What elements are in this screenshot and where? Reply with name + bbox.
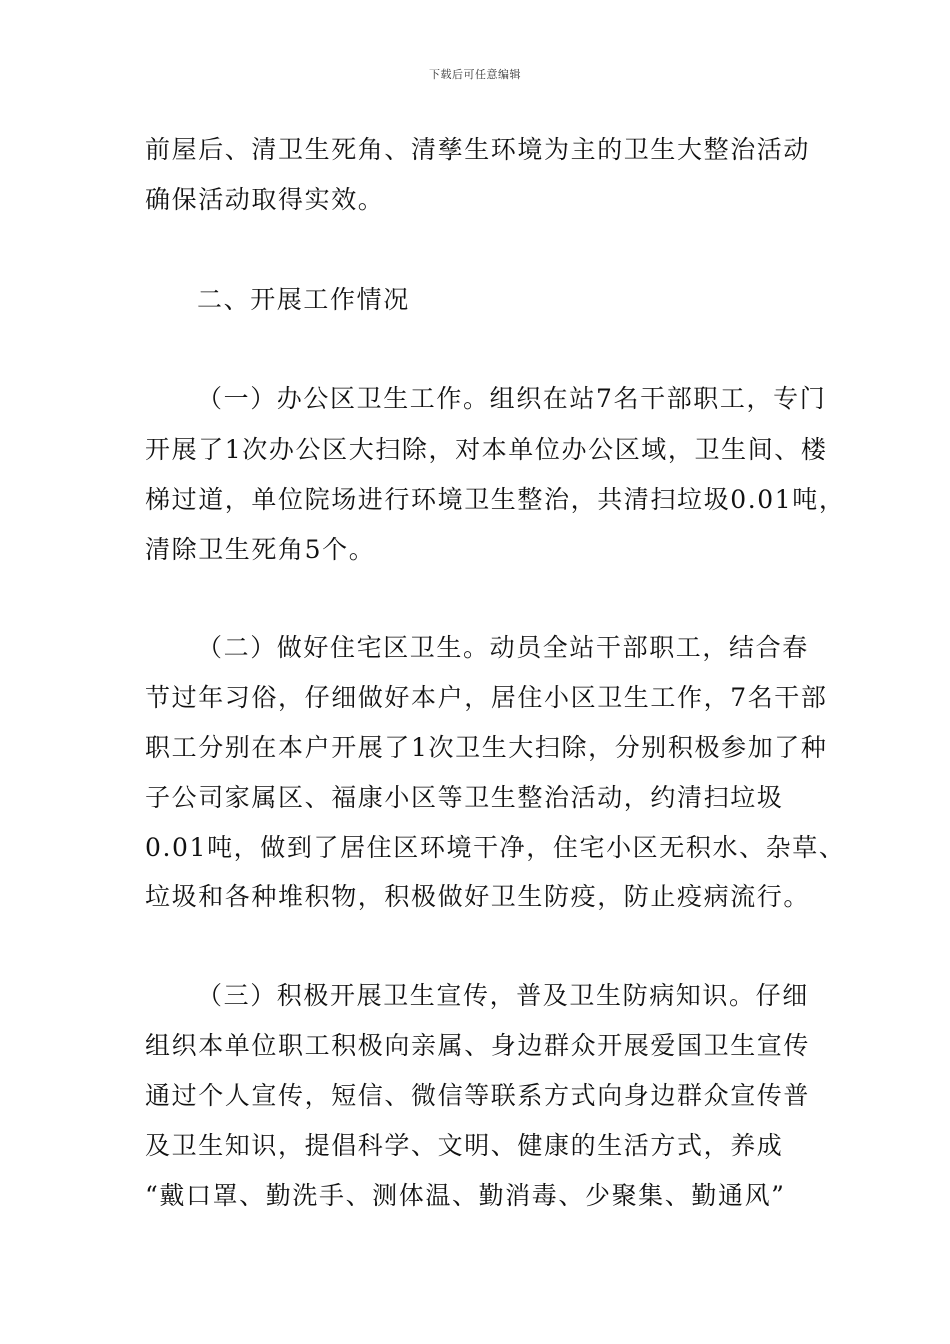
paragraph-line: 职工分别在本户开展了1次卫生大扫除，分别积极参加了种 [145, 733, 828, 762]
text-line: 确保活动取得实效。 [145, 185, 385, 214]
paragraph-line: （二）做好住宅区卫生。动员全站干部职工，结合春 [197, 633, 809, 662]
paragraph-line: 节过年习俗，仔细做好本户，居住小区卫生工作，7名干部 [145, 683, 828, 712]
paragraph-line: 梯过道，单位院场进行环境卫生整治，共清扫垃圾0.01吨， [145, 485, 846, 514]
paragraph-line: （三）积极开展卫生宣传，普及卫生防病知识。仔细 [197, 981, 809, 1010]
paragraph-line: 及卫生知识，提倡科学、文明、健康的生活方式，养成 [145, 1131, 784, 1160]
paragraph-line: 组织本单位职工积极向亲属、身边群众开展爱国卫生宣传 [145, 1031, 811, 1060]
paragraph-line: 开展了1次办公区大扫除，对本单位办公区域，卫生间、楼 [145, 435, 828, 464]
section-heading: 二、开展工作情况 [197, 285, 410, 314]
paragraph-line: “戴口罩、勤洗手、测体温、勤消毒、少聚集、勤通风” [145, 1181, 786, 1210]
paragraph-line: 通过个人宣传，短信、微信等联系方式向身边群众宣传普 [145, 1081, 811, 1110]
paragraph-line: 0.01吨，做到了居住区环境干净，住宅小区无积水、杂草、 [145, 833, 846, 862]
paragraph-line: （一）办公区卫生工作。组织在站7名干部职工，专门 [197, 384, 827, 413]
text-line: 前屋后、清卫生死角、清孳生环境为主的卫生大整治活动 [145, 135, 811, 164]
paragraph-line: 清除卫生死角5个。 [145, 535, 376, 564]
paragraph-line: 垃圾和各种堆积物，积极做好卫生防疫，防止疫病流行。 [145, 882, 811, 911]
paragraph-line: 子公司家属区、福康小区等卫生整治活动，约清扫垃圾 [145, 783, 784, 812]
header-note: 下载后可任意编辑 [429, 68, 521, 81]
